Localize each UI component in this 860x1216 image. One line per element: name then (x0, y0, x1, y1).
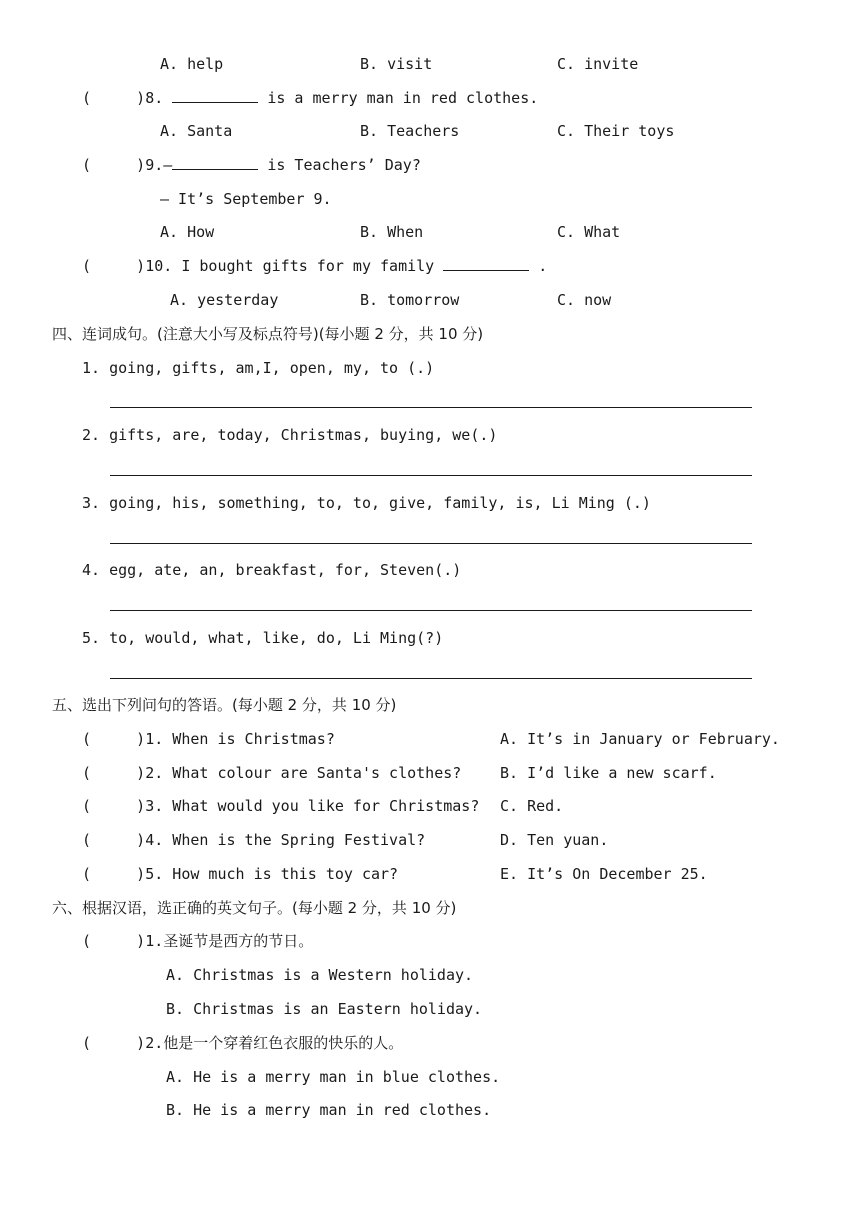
q9-option-b: B. When (360, 223, 424, 241)
answer-paren[interactable]: ( ) (82, 831, 146, 849)
reorder-item-2: 2. gifts, are, today, Christmas, buying, we(.) (82, 426, 498, 444)
section-5-heading: 五、选出下列问句的答语。(每小题 2 分，共 10 分) (52, 696, 397, 714)
answer-paren[interactable]: ( ) (82, 865, 146, 883)
section-4-heading: 四、连词成句。(注意大小写及标点符号)(每小题 2 分，共 10 分) (52, 325, 484, 343)
answer-paren[interactable]: ( ) (82, 156, 146, 174)
answer-line-2[interactable] (110, 475, 752, 476)
question-number: 10. (145, 257, 173, 275)
answer-line-3[interactable] (110, 543, 752, 544)
match-question-5 (82, 864, 398, 884)
translate-2-option-a: A. He is a merry man in blue clothes. (166, 1068, 501, 1086)
question-text: 5. How much is this toy car? (145, 865, 399, 883)
match-question-3 (82, 796, 479, 816)
match-answer-e: E. It’s On December 25. (500, 865, 708, 883)
match-answer-d: D. Ten yuan. (500, 831, 609, 849)
reorder-item-5: 5. to, would, what, like, do, Li Ming(?) (82, 629, 444, 647)
q10-option-c: C. now (557, 291, 612, 309)
q7-option-a: A. help (160, 55, 224, 73)
question-number: 8. (145, 89, 164, 107)
translate-1-option-a: A. Christmas is a Western holiday. (166, 966, 474, 984)
question-text: I bought gifts for my family (181, 257, 435, 275)
translate-item-1 (82, 931, 313, 951)
question-text: is a merry man in red clothes. (267, 89, 539, 107)
q9-stem (82, 155, 421, 175)
match-question-2 (82, 763, 461, 783)
question-text: 2. What colour are Santa's clothes? (145, 764, 462, 782)
answer-paren[interactable]: ( ) (82, 932, 146, 950)
answer-line-5[interactable] (110, 678, 752, 679)
reorder-item-4: 4. egg, ate, an, breakfast, for, Steven(.) (82, 561, 462, 579)
answer-line-1[interactable] (110, 407, 752, 408)
translate-1-option-b: B. Christmas is an Eastern holiday. (166, 1000, 483, 1018)
question-text: 3. What would you like for Christmas? (145, 797, 480, 815)
match-question-4 (82, 830, 425, 850)
translate-2-option-b: B. He is a merry man in red clothes. (166, 1101, 492, 1119)
q8-option-a: A. Santa (160, 122, 233, 140)
answer-paren[interactable]: ( ) (82, 730, 146, 748)
q10-stem (82, 256, 547, 276)
match-answer-c: C. Red. (500, 797, 564, 815)
question-text: 1. When is Christmas? (145, 730, 335, 748)
q9-option-c: C. What (557, 223, 621, 241)
chinese-sentence: 圣诞节是西方的节日。 (163, 932, 314, 950)
match-answer-b: B. I’d like a new scarf. (500, 764, 717, 782)
answer-paren[interactable]: ( ) (82, 1034, 146, 1052)
match-answer-a: A. It’s in January or February. (500, 730, 780, 748)
q7-option-b: B. visit (360, 55, 433, 73)
reorder-item-3: 3. going, his, something, to, to, give, family, is, Li Ming (.) (82, 494, 651, 512)
q8-option-c: C. Their toys (557, 122, 675, 140)
q8-stem (82, 88, 538, 108)
reorder-item-1: 1. going, gifts, am,I, open, my, to (.) (82, 359, 435, 377)
question-number: 2. (145, 1034, 164, 1052)
answer-paren[interactable]: ( ) (82, 89, 146, 107)
q7-option-c: C. invite (557, 55, 639, 73)
answer-paren[interactable]: ( ) (82, 257, 146, 275)
fill-blank[interactable] (172, 88, 258, 103)
answer-paren[interactable]: ( ) (82, 797, 146, 815)
fill-blank[interactable] (172, 155, 258, 170)
question-text: 4. When is the Spring Festival? (145, 831, 426, 849)
sentence-end: . (538, 257, 548, 275)
section-6-heading: 六、根据汉语，选正确的英文句子。(每小题 2 分，共 10 分) (52, 899, 457, 917)
fill-blank[interactable] (443, 256, 529, 271)
question-number: 1. (145, 932, 164, 950)
translate-item-2 (82, 1033, 403, 1053)
q10-option-a: A. yesterday (170, 291, 279, 309)
question-text: is Teachers’ Day? (267, 156, 421, 174)
chinese-sentence: 他是一个穿着红色衣服的快乐的人。 (163, 1034, 404, 1052)
q9-reply: — It’s September 9. (160, 190, 332, 208)
answer-paren[interactable]: ( ) (82, 764, 146, 782)
q10-option-b: B. tomorrow (360, 291, 460, 309)
q9-option-a: A. How (160, 223, 215, 241)
question-number: 9.— (145, 156, 173, 174)
match-question-1 (82, 729, 335, 749)
answer-line-4[interactable] (110, 610, 752, 611)
q8-option-b: B. Teachers (360, 122, 460, 140)
